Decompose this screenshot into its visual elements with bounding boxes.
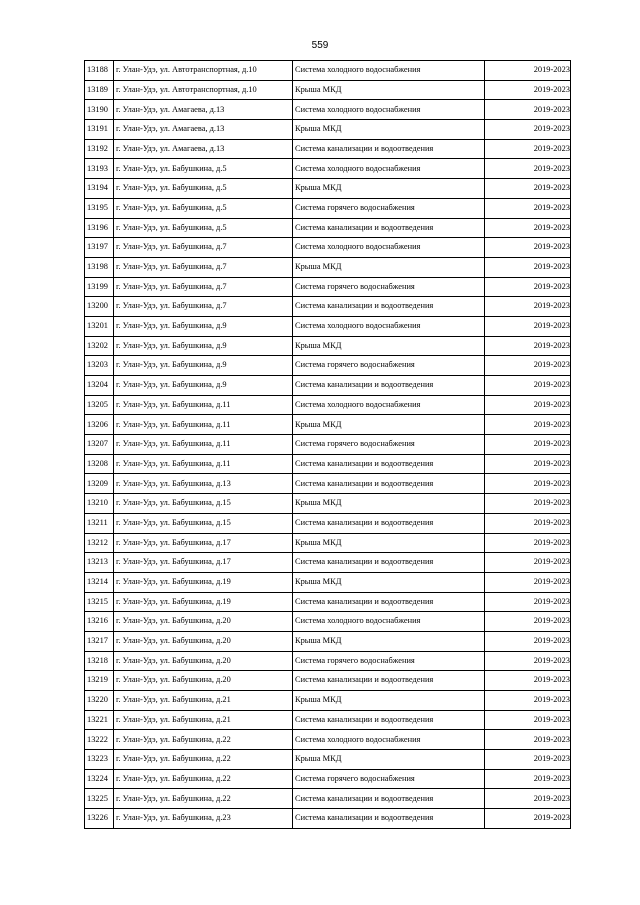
address-cell: г. Улан-Удэ, ул. Бабушкина, д.21 bbox=[114, 691, 293, 711]
table-row bbox=[85, 257, 571, 277]
row-number-cell: 13191 bbox=[85, 120, 114, 140]
period-cell: 2019-2023 bbox=[485, 316, 571, 336]
address-cell: г. Улан-Удэ, ул. Бабушкина, д.9 bbox=[114, 316, 293, 336]
table-row bbox=[85, 750, 571, 770]
period-cell: 2019-2023 bbox=[485, 139, 571, 159]
system-cell: Крыша МКД bbox=[293, 631, 485, 651]
table-row bbox=[85, 218, 571, 238]
row-number-cell: 13225 bbox=[85, 789, 114, 809]
system-cell: Система канализации и водоотведения bbox=[293, 710, 485, 730]
table-row bbox=[85, 651, 571, 671]
period-cell: 2019-2023 bbox=[485, 120, 571, 140]
row-number-cell: 13217 bbox=[85, 631, 114, 651]
address-cell: г. Улан-Удэ, ул. Бабушкина, д.5 bbox=[114, 159, 293, 179]
row-number-cell: 13214 bbox=[85, 572, 114, 592]
address-cell: г. Улан-Удэ, ул. Бабушкина, д.20 bbox=[114, 612, 293, 632]
row-number-cell: 13216 bbox=[85, 612, 114, 632]
table-row bbox=[85, 139, 571, 159]
system-cell: Система канализации и водоотведения bbox=[293, 376, 485, 396]
period-cell: 2019-2023 bbox=[485, 435, 571, 455]
system-cell: Крыша МКД bbox=[293, 750, 485, 770]
system-cell: Система канализации и водоотведения bbox=[293, 671, 485, 691]
row-number-cell: 13224 bbox=[85, 769, 114, 789]
address-cell: г. Улан-Удэ, ул. Бабушкина, д.15 bbox=[114, 494, 293, 514]
system-cell: Система горячего водоснабжения bbox=[293, 356, 485, 376]
system-cell: Система горячего водоснабжения bbox=[293, 198, 485, 218]
system-cell: Система канализации и водоотведения bbox=[293, 474, 485, 494]
table-row bbox=[85, 553, 571, 573]
address-cell: г. Улан-Удэ, ул. Бабушкина, д.9 bbox=[114, 356, 293, 376]
address-cell: г. Улан-Удэ, ул. Бабушкина, д.5 bbox=[114, 198, 293, 218]
row-number-cell: 13193 bbox=[85, 159, 114, 179]
row-number-cell: 13220 bbox=[85, 691, 114, 711]
address-cell: г. Улан-Удэ, ул. Бабушкина, д.22 bbox=[114, 750, 293, 770]
period-cell: 2019-2023 bbox=[485, 612, 571, 632]
period-cell: 2019-2023 bbox=[485, 80, 571, 100]
row-number-cell: 13199 bbox=[85, 277, 114, 297]
period-cell: 2019-2023 bbox=[485, 356, 571, 376]
address-cell: г. Улан-Удэ, ул. Автотранспортная, д.10 bbox=[114, 61, 293, 81]
period-cell: 2019-2023 bbox=[485, 730, 571, 750]
period-cell: 2019-2023 bbox=[485, 376, 571, 396]
address-cell: г. Улан-Удэ, ул. Амагаева, д.13 bbox=[114, 100, 293, 120]
row-number-cell: 13202 bbox=[85, 336, 114, 356]
system-cell: Крыша МКД bbox=[293, 257, 485, 277]
address-cell: г. Улан-Удэ, ул. Амагаева, д.13 bbox=[114, 120, 293, 140]
address-cell: г. Улан-Удэ, ул. Бабушкина, д.7 bbox=[114, 257, 293, 277]
system-cell: Система холодного водоснабжения bbox=[293, 100, 485, 120]
address-cell: г. Улан-Удэ, ул. Бабушкина, д.11 bbox=[114, 435, 293, 455]
system-cell: Крыша МКД bbox=[293, 494, 485, 514]
period-cell: 2019-2023 bbox=[485, 553, 571, 573]
address-cell: г. Улан-Удэ, ул. Бабушкина, д.11 bbox=[114, 415, 293, 435]
row-number-cell: 13190 bbox=[85, 100, 114, 120]
system-cell: Система горячего водоснабжения bbox=[293, 277, 485, 297]
row-number-cell: 13226 bbox=[85, 809, 114, 829]
row-number-cell: 13192 bbox=[85, 139, 114, 159]
row-number-cell: 13212 bbox=[85, 533, 114, 553]
row-number-cell: 13195 bbox=[85, 198, 114, 218]
system-cell: Система канализации и водоотведения bbox=[293, 789, 485, 809]
address-cell: г. Улан-Удэ, ул. Бабушкина, д.5 bbox=[114, 179, 293, 199]
period-cell: 2019-2023 bbox=[485, 277, 571, 297]
address-cell: г. Улан-Удэ, ул. Бабушкина, д.19 bbox=[114, 592, 293, 612]
system-cell: Система канализации и водоотведения bbox=[293, 139, 485, 159]
system-cell: Система холодного водоснабжения bbox=[293, 61, 485, 81]
period-cell: 2019-2023 bbox=[485, 159, 571, 179]
address-cell: г. Улан-Удэ, ул. Бабушкина, д.19 bbox=[114, 572, 293, 592]
period-cell: 2019-2023 bbox=[485, 100, 571, 120]
system-cell: Крыша МКД bbox=[293, 533, 485, 553]
row-number-cell: 13205 bbox=[85, 395, 114, 415]
period-cell: 2019-2023 bbox=[485, 631, 571, 651]
system-cell: Крыша МКД bbox=[293, 691, 485, 711]
address-cell: г. Улан-Удэ, ул. Бабушкина, д.11 bbox=[114, 395, 293, 415]
table-row bbox=[85, 316, 571, 336]
table-row bbox=[85, 513, 571, 533]
period-cell: 2019-2023 bbox=[485, 395, 571, 415]
table-row bbox=[85, 179, 571, 199]
table-row bbox=[85, 198, 571, 218]
table-row bbox=[85, 415, 571, 435]
system-cell: Система холодного водоснабжения bbox=[293, 238, 485, 258]
system-cell: Система канализации и водоотведения bbox=[293, 553, 485, 573]
system-cell: Система канализации и водоотведения bbox=[293, 592, 485, 612]
table-row bbox=[85, 336, 571, 356]
address-cell: г. Улан-Удэ, ул. Бабушкина, д.22 bbox=[114, 730, 293, 750]
period-cell: 2019-2023 bbox=[485, 691, 571, 711]
row-number-cell: 13223 bbox=[85, 750, 114, 770]
table-row bbox=[85, 297, 571, 317]
table-row bbox=[85, 769, 571, 789]
row-number-cell: 13218 bbox=[85, 651, 114, 671]
system-cell: Система канализации и водоотведения bbox=[293, 513, 485, 533]
row-number-cell: 13221 bbox=[85, 710, 114, 730]
row-number-cell: 13194 bbox=[85, 179, 114, 199]
row-number-cell: 13206 bbox=[85, 415, 114, 435]
table-row bbox=[85, 277, 571, 297]
row-number-cell: 13204 bbox=[85, 376, 114, 396]
row-number-cell: 13209 bbox=[85, 474, 114, 494]
row-number-cell: 13222 bbox=[85, 730, 114, 750]
system-cell: Система горячего водоснабжения bbox=[293, 651, 485, 671]
row-number-cell: 13201 bbox=[85, 316, 114, 336]
table-row bbox=[85, 691, 571, 711]
table-row bbox=[85, 61, 571, 81]
period-cell: 2019-2023 bbox=[485, 218, 571, 238]
row-number-cell: 13203 bbox=[85, 356, 114, 376]
period-cell: 2019-2023 bbox=[485, 651, 571, 671]
registry-table-body bbox=[85, 61, 571, 829]
period-cell: 2019-2023 bbox=[485, 513, 571, 533]
row-number-cell: 13188 bbox=[85, 61, 114, 81]
row-number-cell: 13215 bbox=[85, 592, 114, 612]
table-row bbox=[85, 395, 571, 415]
period-cell: 2019-2023 bbox=[485, 415, 571, 435]
address-cell: г. Улан-Удэ, ул. Бабушкина, д.9 bbox=[114, 376, 293, 396]
address-cell: г. Улан-Удэ, ул. Бабушкина, д.15 bbox=[114, 513, 293, 533]
table-row bbox=[85, 120, 571, 140]
table-row bbox=[85, 474, 571, 494]
period-cell: 2019-2023 bbox=[485, 592, 571, 612]
system-cell: Система канализации и водоотведения bbox=[293, 218, 485, 238]
period-cell: 2019-2023 bbox=[485, 533, 571, 553]
address-cell: г. Улан-Удэ, ул. Бабушкина, д.7 bbox=[114, 277, 293, 297]
system-cell: Крыша МКД bbox=[293, 336, 485, 356]
address-cell: г. Улан-Удэ, ул. Амагаева, д.13 bbox=[114, 139, 293, 159]
address-cell: г. Улан-Удэ, ул. Бабушкина, д.9 bbox=[114, 336, 293, 356]
address-cell: г. Улан-Удэ, ул. Автотранспортная, д.10 bbox=[114, 80, 293, 100]
row-number-cell: 13198 bbox=[85, 257, 114, 277]
system-cell: Система холодного водоснабжения bbox=[293, 612, 485, 632]
period-cell: 2019-2023 bbox=[485, 750, 571, 770]
system-cell: Система холодного водоснабжения bbox=[293, 395, 485, 415]
address-cell: г. Улан-Удэ, ул. Бабушкина, д.22 bbox=[114, 789, 293, 809]
period-cell: 2019-2023 bbox=[485, 336, 571, 356]
period-cell: 2019-2023 bbox=[485, 61, 571, 81]
address-cell: г. Улан-Удэ, ул. Бабушкина, д.7 bbox=[114, 297, 293, 317]
table-row bbox=[85, 435, 571, 455]
row-number-cell: 13208 bbox=[85, 454, 114, 474]
system-cell: Система холодного водоснабжения bbox=[293, 159, 485, 179]
table-row bbox=[85, 671, 571, 691]
address-cell: г. Улан-Удэ, ул. Бабушкина, д.20 bbox=[114, 631, 293, 651]
table-row bbox=[85, 631, 571, 651]
page-number: 559 bbox=[311, 40, 329, 51]
system-cell: Крыша МКД bbox=[293, 572, 485, 592]
table-row bbox=[85, 572, 571, 592]
table-row bbox=[85, 730, 571, 750]
period-cell: 2019-2023 bbox=[485, 257, 571, 277]
table-row bbox=[85, 494, 571, 514]
address-cell: г. Улан-Удэ, ул. Бабушкина, д.7 bbox=[114, 238, 293, 258]
period-cell: 2019-2023 bbox=[485, 710, 571, 730]
table-row bbox=[85, 592, 571, 612]
row-number-cell: 13213 bbox=[85, 553, 114, 573]
address-cell: г. Улан-Удэ, ул. Бабушкина, д.17 bbox=[114, 553, 293, 573]
system-cell: Крыша МКД bbox=[293, 120, 485, 140]
system-cell: Система канализации и водоотведения bbox=[293, 809, 485, 829]
address-cell: г. Улан-Удэ, ул. Бабушкина, д.11 bbox=[114, 454, 293, 474]
system-cell: Система холодного водоснабжения bbox=[293, 316, 485, 336]
period-cell: 2019-2023 bbox=[485, 474, 571, 494]
period-cell: 2019-2023 bbox=[485, 454, 571, 474]
table-row bbox=[85, 376, 571, 396]
row-number-cell: 13207 bbox=[85, 435, 114, 455]
address-cell: г. Улан-Удэ, ул. Бабушкина, д.13 bbox=[114, 474, 293, 494]
system-cell: Крыша МКД bbox=[293, 415, 485, 435]
period-cell: 2019-2023 bbox=[485, 297, 571, 317]
row-number-cell: 13200 bbox=[85, 297, 114, 317]
table-row bbox=[85, 533, 571, 553]
system-cell: Система горячего водоснабжения bbox=[293, 769, 485, 789]
address-cell: г. Улан-Удэ, ул. Бабушкина, д.20 bbox=[114, 651, 293, 671]
table-row bbox=[85, 100, 571, 120]
row-number-cell: 13210 bbox=[85, 494, 114, 514]
table-row bbox=[85, 789, 571, 809]
row-number-cell: 13211 bbox=[85, 513, 114, 533]
row-number-cell: 13196 bbox=[85, 218, 114, 238]
period-cell: 2019-2023 bbox=[485, 809, 571, 829]
registry-table bbox=[84, 60, 571, 829]
system-cell: Крыша МКД bbox=[293, 80, 485, 100]
system-cell: Система холодного водоснабжения bbox=[293, 730, 485, 750]
table-row bbox=[85, 454, 571, 474]
table-row bbox=[85, 238, 571, 258]
address-cell: г. Улан-Удэ, ул. Бабушкина, д.5 bbox=[114, 218, 293, 238]
table-row bbox=[85, 159, 571, 179]
table-row bbox=[85, 612, 571, 632]
system-cell: Система канализации и водоотведения bbox=[293, 454, 485, 474]
table-row bbox=[85, 80, 571, 100]
system-cell: Крыша МКД bbox=[293, 179, 485, 199]
period-cell: 2019-2023 bbox=[485, 179, 571, 199]
period-cell: 2019-2023 bbox=[485, 769, 571, 789]
row-number-cell: 13219 bbox=[85, 671, 114, 691]
address-cell: г. Улан-Удэ, ул. Бабушкина, д.22 bbox=[114, 769, 293, 789]
row-number-cell: 13189 bbox=[85, 80, 114, 100]
row-number-cell: 13197 bbox=[85, 238, 114, 258]
system-cell: Система горячего водоснабжения bbox=[293, 435, 485, 455]
period-cell: 2019-2023 bbox=[485, 494, 571, 514]
period-cell: 2019-2023 bbox=[485, 789, 571, 809]
table-row bbox=[85, 809, 571, 829]
address-cell: г. Улан-Удэ, ул. Бабушкина, д.23 bbox=[114, 809, 293, 829]
period-cell: 2019-2023 bbox=[485, 671, 571, 691]
address-cell: г. Улан-Удэ, ул. Бабушкина, д.21 bbox=[114, 710, 293, 730]
period-cell: 2019-2023 bbox=[485, 572, 571, 592]
table-row bbox=[85, 710, 571, 730]
table-row bbox=[85, 356, 571, 376]
period-cell: 2019-2023 bbox=[485, 238, 571, 258]
period-cell: 2019-2023 bbox=[485, 198, 571, 218]
address-cell: г. Улан-Удэ, ул. Бабушкина, д.17 bbox=[114, 533, 293, 553]
system-cell: Система канализации и водоотведения bbox=[293, 297, 485, 317]
address-cell: г. Улан-Удэ, ул. Бабушкина, д.20 bbox=[114, 671, 293, 691]
